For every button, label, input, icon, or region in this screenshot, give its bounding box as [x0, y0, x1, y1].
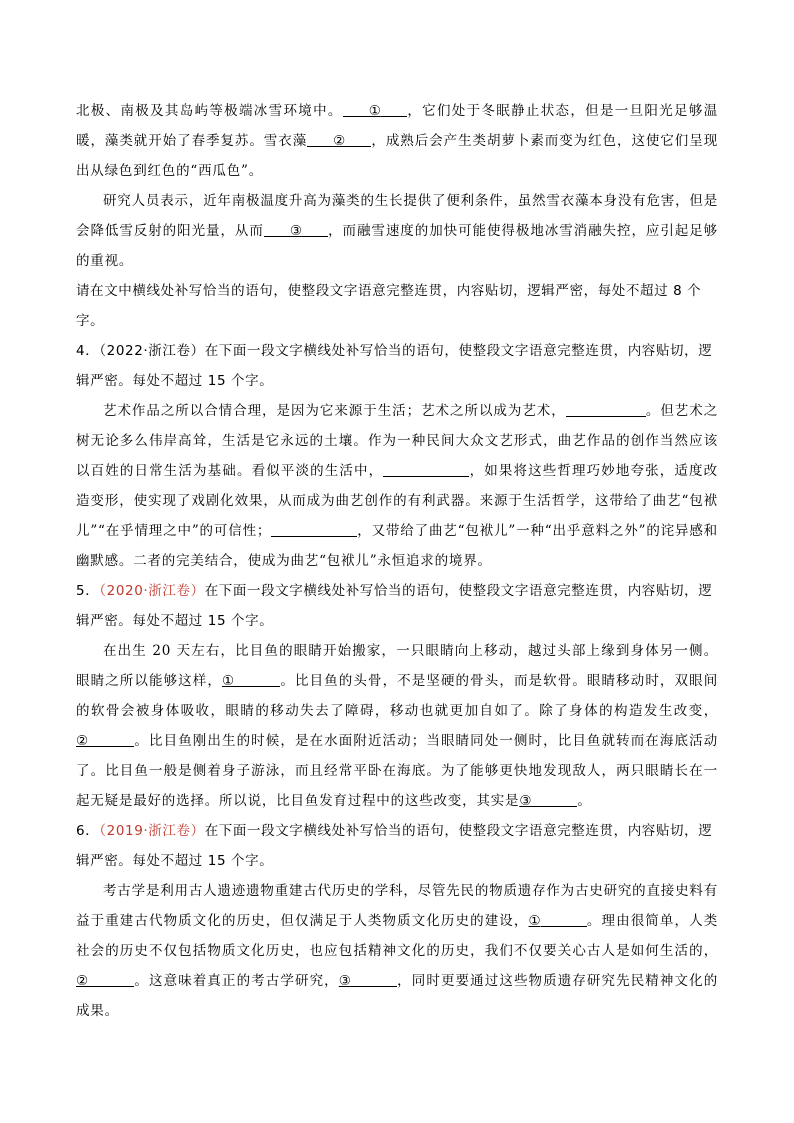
- q4-blank-1: [566, 403, 646, 417]
- q6-blank-1-marker: ①: [528, 913, 541, 929]
- q6-prompt: 在下面一段文字横线处补写恰当的语句，使整段文字语意完整连贯，内容贴切，逻辑严密。每处不超过 15 个字。: [76, 823, 713, 869]
- q3-text: 北极、南极及其岛屿等极端冰雪环境中。: [76, 103, 343, 119]
- q4-source: （2022·浙江卷）: [99, 343, 205, 359]
- q3-blank-3: [264, 216, 328, 246]
- q4-passage: [76, 396, 718, 576]
- q6-number: 6．: [76, 823, 100, 839]
- q4-text: ，又带给了曲艺“包袱儿”一种“出乎意料之外”的诧异感和幽默感。二者的完美结合，使成为曲艺“包袱儿”永恒追求的境界。: [76, 523, 718, 569]
- q5-source: （2020·浙江卷）: [99, 583, 205, 599]
- q3-blank-1-marker: ①: [368, 103, 381, 119]
- q6-question: [76, 816, 718, 876]
- q5-text: 在出生 20 天左右，比目鱼的眼睛开始搬家，一只眼睛向上移动，越过头部上缘到身体另一侧。眼睛之所以能够这样，: [76, 643, 718, 689]
- q3-instruction: 请在文中横线处补写恰当的语句，使整段文字语意完整连贯，内容贴切，逻辑严密，每处不超过 8 个字。: [76, 283, 702, 329]
- q6-blank-3: [339, 966, 397, 996]
- q5-blank-2: [76, 726, 134, 756]
- q6-blank-1: [529, 906, 587, 936]
- q3-blank-3-marker: ③: [289, 223, 302, 239]
- q6-passage: [76, 876, 718, 1026]
- q5-blank-1: [222, 666, 280, 696]
- q5-question: [76, 576, 718, 636]
- q5-text: 。: [577, 793, 592, 809]
- q6-text: ，同时更要通过这些物质遗存研究先民精神文化的成果。: [76, 973, 718, 1019]
- q5-passage: [76, 636, 718, 816]
- q4-text: 。但艺术之树无论多么伟岸高耸，生活是它永远的土壤。作为一种民间大众文艺形式，曲艺作品的创作当然应该以百姓的日常生活为基础。看似平淡的生活中，: [76, 403, 718, 479]
- q4-blank-2: [383, 463, 469, 477]
- q6-text: 。理由很简单，人类社会的历史不仅包括物质文化历史，也应包括精神文化的历史，我们不仅要关心古人是如何生活的，: [76, 913, 718, 959]
- q4-number: 4．: [76, 343, 100, 359]
- document-body: [76, 96, 718, 1026]
- q3-text: ，而融雪速度的加快可能使得极地冰雪消融失控，应引起足够的重视。: [76, 223, 718, 269]
- q3-blank-2: [307, 126, 371, 156]
- q5-text: 。比目鱼的头骨，不是坚硬的骨头，而是软骨。眼睛移动时，双眼间的软骨会被身体吸收，眼睛的移动失去了障碍，移动也就更加自如了。除了身体的构造发生改变，: [76, 673, 719, 719]
- q5-blank-3-marker: ③: [519, 793, 532, 809]
- q3-text: ，成熟后会产生类胡萝卜素而变为红色，这使它们呈现出从绿色到红色的“西瓜色”。: [76, 133, 718, 179]
- q4-prompt: 在下面一段文字横线处补写恰当的语句，使整段文字语意完整连贯，内容贴切，逻辑严密。每处不超过 15 个字。: [76, 343, 713, 389]
- q3-paragraph-1: [76, 96, 718, 186]
- q3-text: 研究人员表示，近年南极温度升高为藻类的生长提供了便利条件，虽然雪衣藻本身没有危害，但是会降低雪反射的阳光量，从而: [76, 193, 718, 239]
- q5-blank-2-marker: ②: [76, 733, 89, 749]
- q4-text: 艺术作品之所以合情合理，是因为它来源于生活；艺术之所以成为艺术，: [103, 403, 566, 419]
- q6-text: 。这意味着真正的考古学研究，: [134, 973, 339, 989]
- q4-blank-3: [271, 523, 357, 537]
- q5-prompt: 在下面一段文字横线处补写恰当的语句，使整段文字语意完整连贯，内容贴切，逻辑严密。每处不超过 15 个字。: [76, 583, 713, 629]
- q3-paragraph-2: [76, 186, 718, 276]
- q6-source: （2019·浙江卷）: [99, 823, 205, 839]
- q4-question: [76, 336, 718, 396]
- q4-text: ，如果将这些哲理巧妙地夸张，适度改造变形，使实现了戏剧化效果，从而成为曲艺创作的有利武器。来源于生活哲学，这带给了曲艺“包袱儿”“在乎情理之中”的可信性；: [76, 463, 718, 539]
- q5-blank-3: [519, 786, 577, 816]
- q6-text: 考古学是利用古人遗迹遗物重建古代历史的学科，尽管先民的物质遗存作为古史研究的直接史料有益于重建古代物质文化的历史，但仅满足于人类物质文化历史的建设，: [76, 883, 718, 929]
- q3-blank-1: [343, 96, 407, 126]
- q6-blank-2-marker: ②: [76, 973, 89, 989]
- q5-blank-1-marker: ①: [221, 673, 235, 689]
- q3-blank-2-marker: ②: [333, 133, 346, 149]
- q6-blank-2: [76, 966, 134, 996]
- q6-blank-3-marker: ③: [338, 973, 351, 989]
- q3-text: ，它们处于冬眠静止状态，但是一旦阳光足够温暖，藻类就开始了春季复苏。雪衣藻: [76, 103, 718, 149]
- q5-number: 5．: [76, 583, 100, 599]
- q5-text: 。比目鱼刚出生的时候，是在水面附近活动；当眼睛同处一侧时，比目鱼就转而在海底活动了。比目鱼一般是侧着身子游泳，而且经常平卧在海底。为了能够更快地发现敌人，两只眼睛长在一起无疑是最好的选择。所以说，比目鱼发育过程中的这些改变，其实是: [76, 733, 718, 809]
